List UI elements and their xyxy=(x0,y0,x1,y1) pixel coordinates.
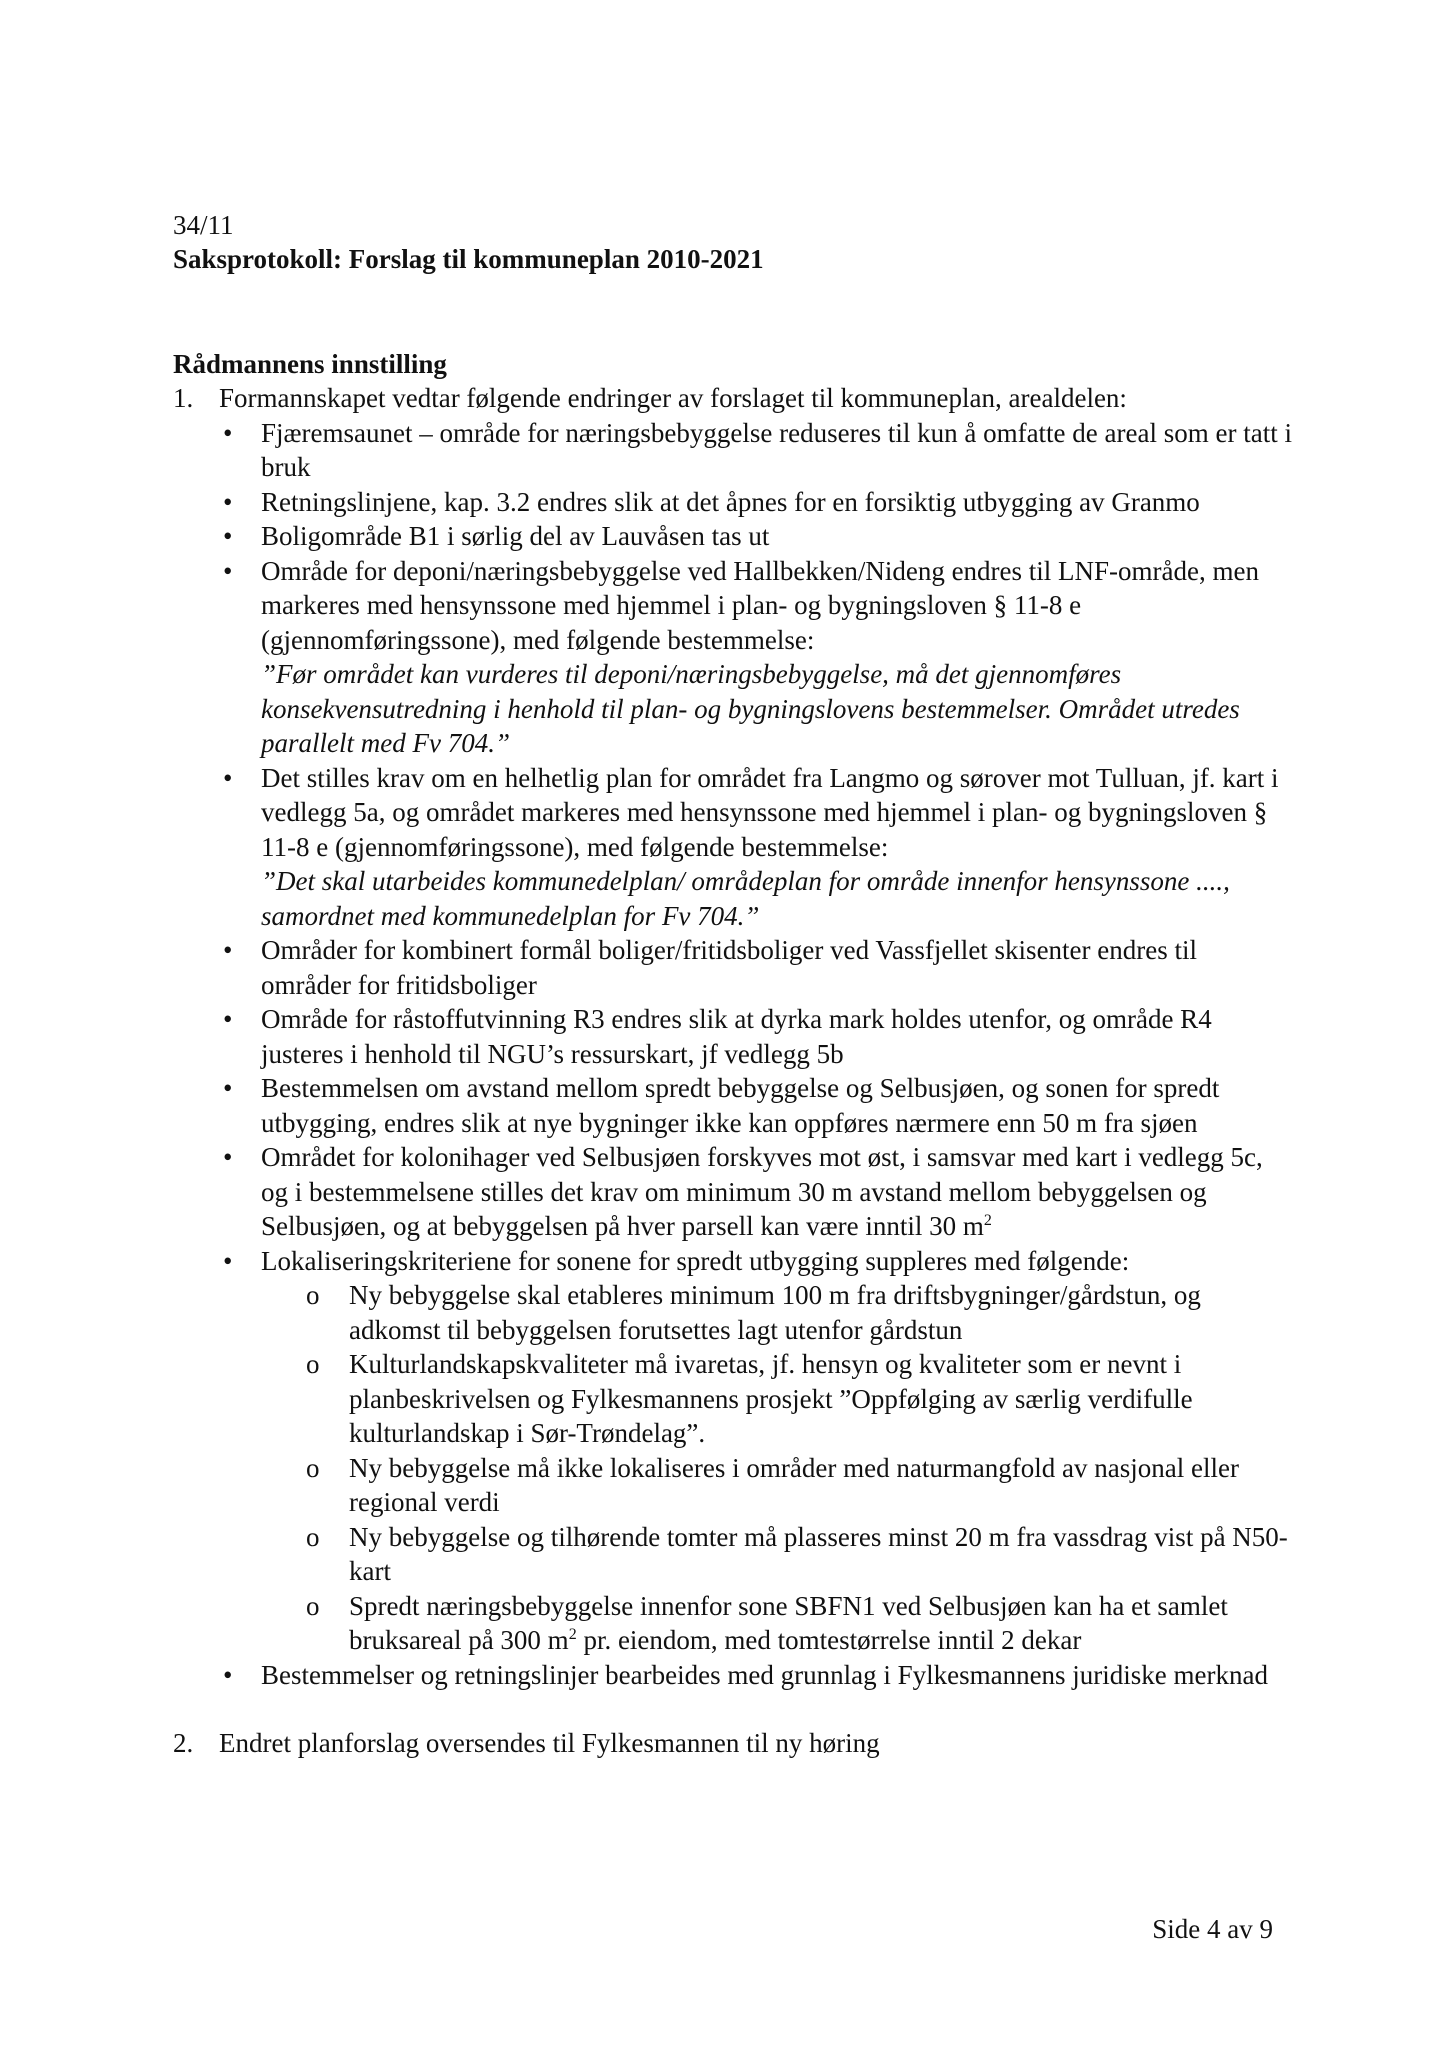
page-number: Side 4 av 9 xyxy=(1152,1914,1273,1944)
bullet-icon: • xyxy=(223,486,233,517)
sub-bullet-text: Kulturlandskapskvaliteter må ivaretas, jf. hensyn og kvaliteter som er nevnt i planbeskrivelsen og Fylkesmannens prosjekt ”Oppfølging av særlig verdifulle kulturlandskap i Sør-Trøndelag”. xyxy=(349,1349,1193,1448)
bullet-list xyxy=(219,416,1293,1693)
list-item xyxy=(173,933,1293,1002)
sub-bullet-text: pr. eiendom, med tomtestørrelse inntil 2 dekar xyxy=(576,1625,1082,1655)
list-item xyxy=(173,1071,1293,1140)
bullet-text: Boligområde B1 i sørlig del av Lauvåsen tas ut xyxy=(261,521,770,551)
bullet-text: Området for kolonihager ved Selbusjøen forskyves mot øst, i samsvar med kart i vedlegg 5c, og i bestemmelsene stilles det krav om minimum 30 m avstand mellom bebyggelsen og Selbusjøen, og at bebyggelsen på hver parsell kan være inntil 30 m xyxy=(261,1142,1263,1241)
item-text: Formannskapet vedtar følgende endringer av forslaget til kommuneplan, arealdelen: xyxy=(219,383,1127,413)
list-item xyxy=(173,1002,1293,1071)
list-item xyxy=(173,761,1293,934)
circle-bullet-icon: o xyxy=(306,1280,320,1310)
bullet-text: Lokaliseringskriteriene for sonene for spredt utbygging suppleres med følgende: xyxy=(261,1245,1130,1276)
sub-list-item xyxy=(261,1451,1293,1520)
document-title: Saksprotokoll: Forslag til kommuneplan 2010-2021 xyxy=(173,244,764,274)
sub-bullet-text: Ny bebyggelse og tilhørende tomter må plasseres minst 20 m fra vassdrag vist på N50-kart xyxy=(349,1521,1288,1586)
bullet-icon: • xyxy=(223,555,233,586)
list-item xyxy=(173,1140,1293,1244)
sub-bullet-text: Spredt næringsbebyggelse innenfor sone SBFN1 ved Selbusjøen kan ha et samlet bruksareal på 300 m xyxy=(349,1590,1228,1655)
bullet-icon: • xyxy=(223,762,233,793)
superscript: 2 xyxy=(983,1212,992,1229)
bullet-icon: • xyxy=(223,521,233,551)
item-number: 2. xyxy=(173,1728,194,1758)
bullet-text: Retningslinjene, kap. 3.2 endres slik at det åpnes for en forsiktig utbygging av Granmo xyxy=(261,486,1200,517)
circle-bullet-icon: o xyxy=(306,1452,320,1483)
sub-list-item xyxy=(261,1278,1293,1347)
bullet-icon: • xyxy=(223,1245,233,1276)
list-item xyxy=(173,554,1293,761)
circle-bullet-icon: o xyxy=(306,1521,320,1552)
numbered-item-2 xyxy=(173,1726,1293,1761)
bullet-icon: • xyxy=(223,1659,233,1690)
document-body xyxy=(173,381,1293,1761)
case-number: 34/11 xyxy=(173,210,234,240)
bullet-icon: • xyxy=(223,1142,233,1172)
quoted-provision: ”Før området kan vurderes til deponi/næringsbebyggelse, må det gjennomføres konsekvensutredning i henhold til plan- og bygningslovens bestemmelser. Området utredes parallelt med Fv 704.” xyxy=(261,659,1240,758)
list-item xyxy=(173,1244,1293,1658)
bullet-text: Bestemmelser og retningslinjer bearbeides med grunnlag i Fylkesmannens juridiske merknad xyxy=(261,1659,1269,1690)
item-text: Endret planforslag oversendes til Fylkesmannen til ny høring xyxy=(219,1728,880,1758)
section-title: Rådmannens innstilling xyxy=(173,349,447,379)
bullet-icon: • xyxy=(223,935,233,965)
bullet-text: Område for råstoffutvinning R3 endres slik at dyrka mark holdes utenfor, og område R4 justeres i henhold til NGU’s ressurskart, jf vedlegg 5b xyxy=(261,1004,1212,1069)
superscript: 2 xyxy=(568,1626,577,1643)
bullet-icon: • xyxy=(223,417,233,448)
sub-list-item xyxy=(261,1520,1293,1589)
numbered-item-1 xyxy=(173,381,1293,1692)
circle-bullet-icon: o xyxy=(306,1349,320,1379)
list-item xyxy=(173,519,1293,554)
bullet-text: Det stilles krav om en helhetlig plan for området fra Langmo og sørover mot Tulluan, jf. kart i vedlegg 5a, og området markeres med hensynssone med hjemmel i plan- og bygningsloven § 11-8 e (gjennomføringssone), med følgende bestemmelse: xyxy=(261,762,1279,862)
sub-list-item xyxy=(261,1589,1293,1658)
bullet-text: Bestemmelsen om avstand mellom spredt bebyggelse og Selbusjøen, og sonen for spredt utbygging, endres slik at nye bygninger ikke kan oppføres nærmere enn 50 m fra sjøen xyxy=(261,1073,1220,1138)
sub-list-item xyxy=(261,1347,1293,1451)
sub-bullet-text: Ny bebyggelse skal etableres minimum 100 m fra driftsbygninger/gårdstun, og adkomst til bebyggelsen forutsettes lagt utenfor gårdstun xyxy=(349,1280,1201,1345)
sub-bullet-text: Ny bebyggelse må ikke lokaliseres i områder med naturmangfold av nasjonal eller regional verdi xyxy=(349,1452,1239,1517)
item-number: 1. xyxy=(173,383,194,413)
list-item xyxy=(173,485,1293,520)
list-item xyxy=(173,416,1293,485)
circle-bullet-icon: o xyxy=(306,1590,320,1621)
bullet-text: Områder for kombinert formål boliger/fritidsboliger ved Vassfjellet skisenter endres til områder for fritidsboliger xyxy=(261,935,1197,1000)
quoted-provision: ”Det skal utarbeides kommunedelplan/ områdeplan for område innenfor hensynssone ...., samordnet med kommunedelplan for Fv 704.” xyxy=(261,866,1230,931)
sub-bullet-list xyxy=(261,1278,1293,1658)
bullet-text: Område for deponi/næringsbebyggelse ved Hallbekken/Nideng endres til LNF-område, men markeres med hensynssone med hjemmel i plan- og bygningsloven § 11-8 e (gjennomføringssone), med følgende bestemmelse: xyxy=(261,555,1259,655)
bullet-text: Fjæremsaunet – område for næringsbebyggelse reduseres til kun å omfatte de areal som er tatt i bruk xyxy=(261,417,1292,482)
list-item xyxy=(173,1658,1293,1693)
bullet-icon: • xyxy=(223,1004,233,1034)
bullet-icon: • xyxy=(223,1073,233,1103)
